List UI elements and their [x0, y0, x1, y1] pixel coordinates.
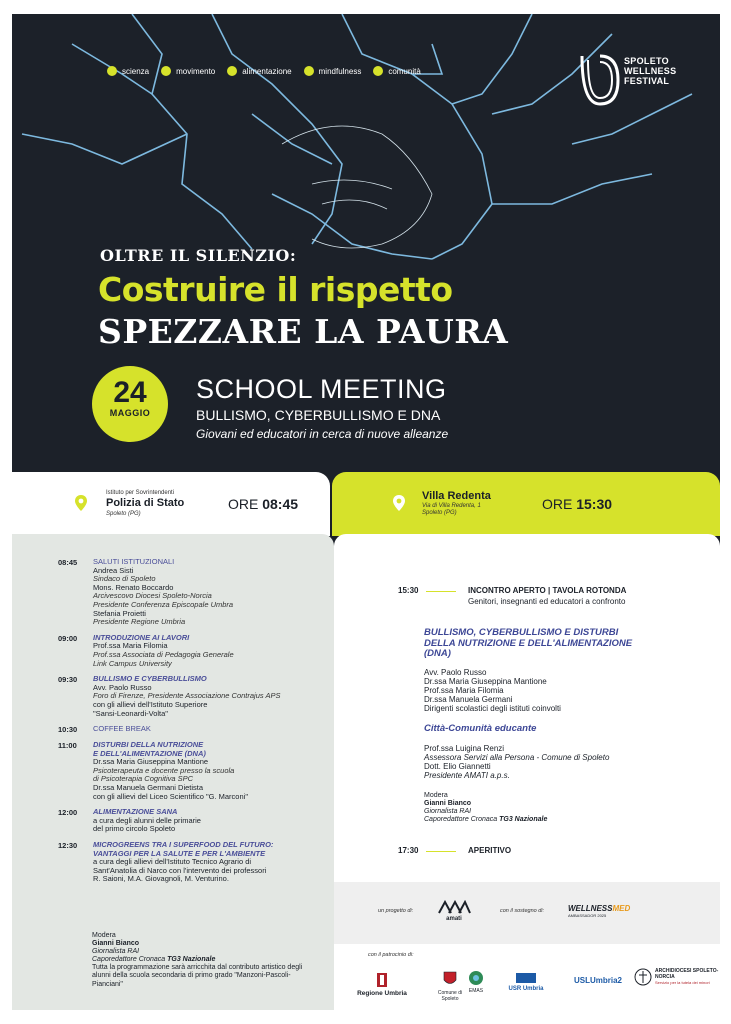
agenda-heading: INCONTRO APERTO | TAVOLA ROTONDA	[468, 586, 627, 595]
mindfulness-icon	[304, 66, 314, 76]
alimentazione-icon	[227, 66, 237, 76]
archidiocesi-icon	[634, 968, 652, 986]
morning-agenda	[58, 558, 328, 891]
afternoon-moderator: Modera Gianni Bianco Giornalista RAI Caporedattore Cronaca TG3 Nazionale	[424, 792, 548, 823]
comunita-icon	[373, 66, 383, 76]
meeting-title: SCHOOL MEETING	[196, 374, 447, 404]
archidiocesi-logo: ARCHIDIOCESI SPOLETO-NORCIA Servizio per la tutela dei minori	[634, 968, 720, 986]
date-month: MAGGIO	[109, 408, 151, 418]
location-city: Spoleto (PG)	[422, 510, 457, 516]
patron-label: con il patrocinio di:	[368, 952, 414, 958]
location-city: Spoleto (PG)	[106, 511, 141, 517]
usl-umbria2-logo: USLUmbria2	[573, 976, 622, 985]
tag-comunita: comunità	[373, 66, 420, 76]
usr-icon	[515, 972, 537, 984]
tag-alimentazione: alimentazione	[227, 66, 291, 76]
usr-umbria-logo: USR Umbria	[498, 972, 554, 992]
agenda-heading: APERITIVO	[468, 846, 512, 855]
theme-tags	[107, 66, 421, 76]
regione-umbria-logo: Regione Umbria	[352, 972, 412, 997]
tag-scienza: scienza	[107, 66, 149, 76]
tag-mindfulness: mindfulness	[304, 66, 362, 76]
amati-logo: amati	[434, 900, 474, 922]
movimento-icon	[161, 66, 171, 76]
morning-moderator: Modera Gianni Bianco Giornalista RAI Caporedattore Cronaca TG3 Nazionale	[92, 932, 216, 963]
amati-icon	[437, 900, 471, 914]
speaker-list: Prof.ssa Luigina Renzi Assessora Servizi alla Persona - Comune di Spoleto Dott. Elio Giannetti Presidente AMATI a.p.s.	[424, 744, 610, 780]
agenda-item: 12:30 MICROGREENS TRA I SUPERFOOD DEL FUTURO: VANTAGGI PER LA SALUTE E PER L'AMBIENTE a cura degli allievi dell'Istituto Tecnico Agrario di Sant'Anatolia di Narco con l'intervento dei professori R. Saioni, M.A. Giovagnoli, M. Venturino.	[58, 840, 274, 884]
section-title: Città-Comunità educante	[424, 723, 537, 734]
spoleto-crest-icon	[442, 970, 458, 988]
morning-program	[12, 534, 334, 1010]
sponsor-band: un progetto di: amati con il sostegno di: WELLNESSMED AMBASSADOR 2025	[334, 882, 720, 944]
location-pin-icon	[392, 494, 406, 512]
agenda-item: 11:00 DISTURBI DELLA NUTRIZIONE E DELL'ALIMENTAZIONE (DNA) Dr.ssa Maria Giuseppina Mantione Psicoterapeuta e docente presso la scuola di Psicoterapia Cognitiva SPC Dr.ssa Manuela Germani Dietista con gli allievi del Liceo Scientifico "G. Marconi"	[58, 740, 248, 801]
agenda-time: 17:30	[398, 846, 419, 855]
wellnessmed-logo: WELLNESSMED AMBASSADOR 2025	[568, 904, 631, 918]
festival-name: SPOLETO WELLNESS FESTIVAL	[624, 56, 677, 86]
agenda-item: 09:30 BULLISMO E CYBERBULLISMO Avv. Paolo Russo Foro di Firenze, Presidente Associazione Contrajus APS con gli allievi dell'Istituto Superiore "Sansi-Leonardi-Volta"	[58, 674, 281, 718]
emas-logo: EMAS	[464, 970, 488, 994]
emas-icon	[468, 970, 484, 986]
tag-movimento: movimento	[161, 66, 215, 76]
divider	[426, 851, 456, 852]
title-main-1: Costruire il rispetto	[98, 270, 453, 309]
afternoon-program	[334, 534, 720, 1010]
pre-title: OLTRE IL SILENZIO:	[100, 246, 297, 265]
divider	[426, 591, 456, 592]
date-badge	[92, 366, 168, 442]
location-address: Via di Villa Redenta, 1	[422, 503, 481, 509]
festival-waves-icon	[578, 50, 626, 110]
date-day: 24	[113, 376, 147, 409]
scienza-icon	[107, 66, 117, 76]
agenda-item: 10:30 COFFEE BREAK	[58, 724, 151, 735]
location-small-label: Istituto per Sovrintendenti	[106, 490, 175, 496]
festival-logo	[578, 50, 678, 120]
agenda-item: 09:00 INTRODUZIONE AI LAVORI Prof.ssa Maria Filomia Prof.ssa Associata di Pedagogia Generale Link Campus University	[58, 632, 234, 668]
regione-umbria-icon	[376, 972, 388, 988]
poster	[12, 14, 720, 1010]
comune-spoleto-logo: Comune di Spoleto	[434, 970, 466, 1002]
meeting-tagline: Giovani ed educatori in cerca di nuove alleanze	[196, 427, 449, 441]
speaker-list: Avv. Paolo Russo Dr.ssa Maria Giuseppina Mantione Prof.ssa Maria Filomia Dr.ssa Manuela Germani Dirigenti scolastici degli istituti coinvolti	[424, 668, 561, 713]
location-name: Villa Redenta	[422, 490, 491, 502]
agenda-subheading: Genitori, insegnanti ed educatori a confronto	[468, 597, 626, 606]
morning-note: Tutta la programmazione sarà arricchita dal contributo artistico degli alunni della scuola secondaria di primo grado "Manzoni-Pascoli-Pianciani"	[92, 964, 303, 988]
section-title: BULLISMO, CYBERBULLISMO E DISTURBI DELLA NUTRIZIONE E DELL'ALIMENTAZIONE (DNA)	[424, 627, 633, 659]
location-card-morning	[12, 472, 330, 536]
location-time: ORE 15:30	[542, 496, 613, 512]
agenda-item: 12:00 ALIMENTAZIONE SANA a cura degli alunni delle primarie del primo circolo Spoleto	[58, 807, 201, 834]
title-main-2: SPEZZARE LA PAURA	[98, 312, 509, 351]
location-name: Polizia di Stato	[106, 497, 185, 509]
location-pin-icon	[74, 494, 88, 512]
patron-logos	[348, 964, 718, 1008]
hero-section	[12, 14, 720, 484]
location-time: ORE 08:45	[228, 496, 299, 512]
meeting-subtitle: BULLISMO, CYBERBULLISMO E DNA	[196, 407, 441, 423]
agenda-item: 08:45 SALUTI ISTITUZIONALI Andrea Sisti Sindaco di Spoleto Mons. Renato Boccardo Arcivescovo Diocesi Spoleto-Norcia Presidente Conferenza Episcopale Umbra Stefania Proietti Presidente Regione Umbria	[58, 557, 234, 627]
location-card-afternoon	[332, 472, 720, 536]
agenda-time: 15:30	[398, 586, 419, 595]
